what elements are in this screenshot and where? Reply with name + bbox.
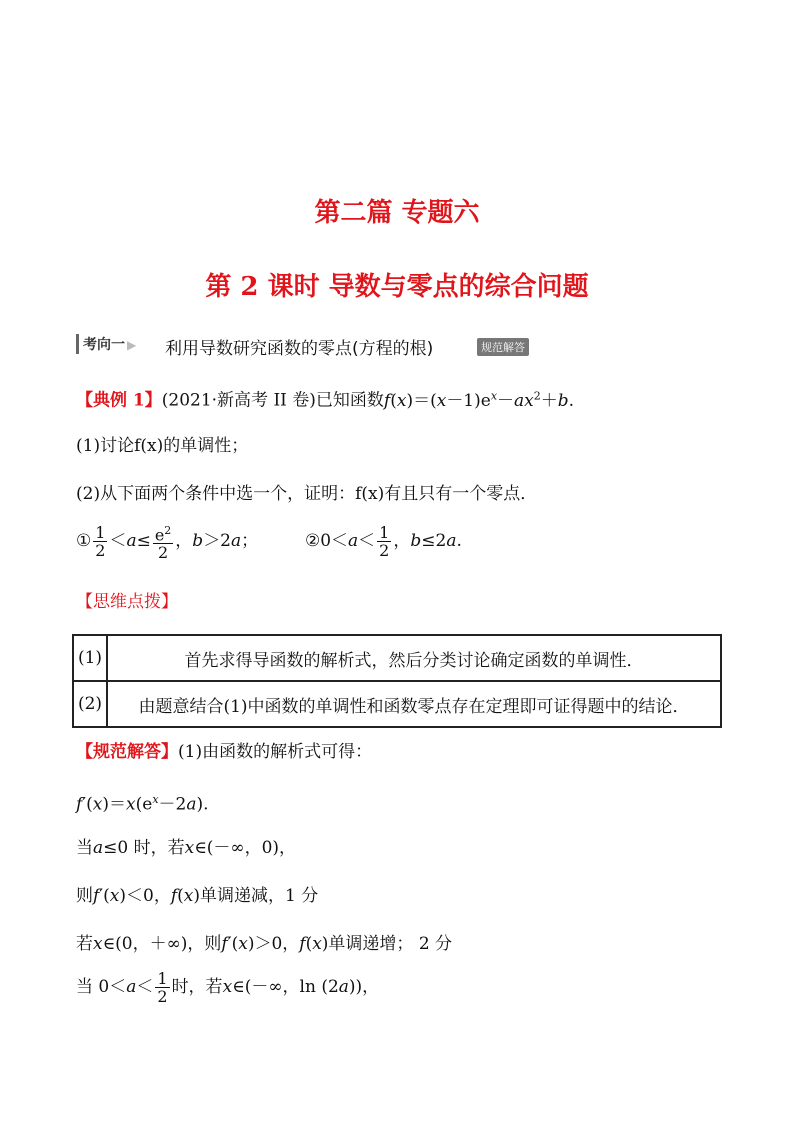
hint-label: 【思维点拨】: [76, 592, 178, 612]
section-topic: 利用导数研究函数的零点(方程的根): [165, 339, 434, 359]
derivative-line: $f'(x)=x(e^x-2a)$.: [76, 793, 209, 815]
answer-badge: [477, 336, 529, 356]
lesson-title: 第 2 课时 导数与零点的综合问题: [205, 272, 589, 302]
condition-1: ① $\frac{1}{2}$ ＜a≤ $\frac{e^2}{2}$ ，b＞2a；: [76, 523, 259, 563]
hint-text: 首先求得导函数的解析式，然后分类讨论确定函数的单调性．: [107, 635, 721, 681]
question-1: (1)讨论f(x)的单调性；: [76, 436, 249, 456]
solution-line: 则f′(x)＜0，f(x)单调递减，1 分: [76, 886, 319, 906]
chapter-title: 第二篇 专题六: [314, 198, 480, 228]
arrow-icon: ▶: [127, 338, 137, 352]
solution-label: 【规范解答】: [76, 742, 178, 762]
hint-text: 由题意结合(1)中函数的单调性和函数零点存在定理即可证得题中的结论．: [107, 681, 721, 727]
hint-key: (1): [73, 635, 107, 681]
answer-badge-label: 规范解答: [477, 338, 529, 356]
example-label: 【典例 1】: [76, 390, 162, 411]
table-row: [73, 635, 721, 681]
solution-heading: [76, 740, 372, 764]
conditions-line: [76, 522, 462, 561]
table-row: [73, 681, 721, 727]
solution-intro: (1)由函数的解析式可得：: [178, 742, 373, 762]
section-tag-label: 考向一: [83, 337, 125, 353]
question-2: (2)从下面两个条件中选一个，证明：f(x)有且只有一个零点．: [76, 484, 538, 504]
section-tag: [76, 334, 136, 354]
hint-key: (2): [73, 681, 107, 727]
example-source: (2021·新高考 II 卷)已知函数: [161, 390, 384, 411]
example-statement: [76, 384, 574, 413]
solution-line: 当a≤0 时，若x∈(－∞，0)，: [76, 838, 297, 858]
hint-table: [72, 634, 722, 728]
function-expression: $f(x)=(x-1)e^x-ax^2+b$.: [383, 389, 575, 411]
solution-line: 当 0＜a＜ $\frac{1}{2}$ 时，若x∈(－∞，ln (2a))，: [76, 969, 380, 1006]
solution-line: 若x∈(0，＋∞)，则f′(x)＞0，f(x)单调递增； 2 分: [76, 934, 453, 954]
condition-2: ②0＜a＜ $\frac{1}{2}$ ，b≤2a.: [304, 523, 462, 561]
